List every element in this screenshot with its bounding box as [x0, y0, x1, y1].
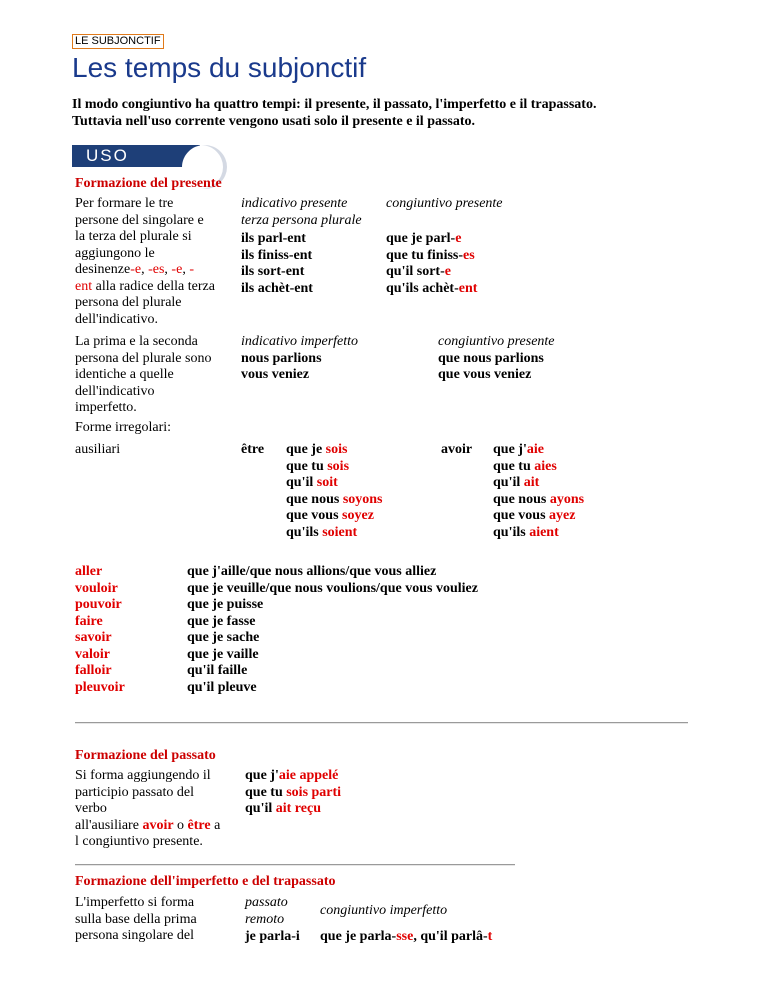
- irregular-form: que j'aille/que nous allions/que vous alliez: [187, 564, 437, 579]
- indicativo-forms: [241, 231, 313, 297]
- ending-ent: ent: [75, 278, 93, 294]
- congiuntivo-plurale-column: [438, 334, 555, 384]
- desc-text: desinenze: [75, 262, 131, 277]
- verb-form: vous veniez: [241, 367, 310, 382]
- pronoun: que vous: [286, 508, 343, 523]
- page-title: Les temps du subjonctif: [72, 52, 367, 83]
- irregular-form: qu'il faille: [187, 663, 248, 678]
- intro-paragraph: [72, 96, 692, 130]
- passato-description: [75, 768, 255, 851]
- desc-line: Si forma aggiungendo il: [75, 768, 211, 783]
- pronoun: que tu: [245, 784, 287, 800]
- desc-text: o: [173, 817, 188, 833]
- stem: qu'il sort-: [386, 264, 445, 279]
- verb-form: [386, 264, 477, 281]
- passato-remoto-form: je parla-i: [245, 929, 300, 944]
- desc-line: identiche a quelle: [75, 367, 174, 382]
- form: soyez: [342, 508, 374, 523]
- desc-line: la terza del plurale si: [75, 229, 192, 244]
- form: aie: [526, 442, 544, 457]
- form: soit: [316, 475, 338, 490]
- pronoun: que tu: [286, 458, 328, 474]
- verb-form: ils parl-ent: [241, 231, 306, 246]
- verb-form: que nous parlions: [438, 350, 544, 366]
- ending-e: -e: [130, 262, 142, 277]
- irregular-verb: pleuvoir: [75, 679, 125, 695]
- pronoun: qu'il: [286, 475, 317, 490]
- desc-line: Per formare le tre: [75, 196, 174, 211]
- congiuntivo-imperfetto-heading: congiuntivo imperfetto: [320, 903, 448, 918]
- congiuntivo-heading: congiuntivo presente: [386, 196, 503, 211]
- desc-line: persona del plurale sono: [75, 350, 212, 366]
- heading-line: passato: [245, 895, 288, 910]
- imperfetto-column: [241, 334, 358, 384]
- desc-line: persona del plurale: [75, 295, 182, 310]
- desc-sep: ,: [182, 262, 190, 277]
- imperfetto-description: [75, 895, 245, 945]
- ending-dash: -: [189, 262, 194, 277]
- verb-form: [286, 475, 383, 492]
- form: aient: [529, 524, 559, 540]
- verb-form: [386, 281, 477, 298]
- irregular-form: que je fasse: [187, 613, 256, 629]
- desc-line: persona singolare del: [75, 928, 194, 943]
- pronoun: que nous: [286, 491, 343, 507]
- ending: e: [455, 231, 462, 246]
- section-tag: LE SUBJONCTIF: [72, 34, 164, 49]
- irregular-verb: pouvoir: [75, 597, 122, 612]
- verb-form: [386, 248, 477, 265]
- desc-line: imperfetto.: [75, 400, 137, 415]
- pronoun: qu'il: [493, 475, 524, 490]
- verb-form: [493, 525, 584, 542]
- intro-line: Tuttavia nell'uso corrente vengono usati solo il presente e il passato.: [72, 114, 476, 129]
- stem: que tu finiss-: [386, 247, 464, 263]
- desc-sep: ,: [164, 262, 172, 277]
- verb-form: ils finiss-ent: [241, 247, 313, 263]
- section-heading-imperfetto: Formazione dell'imperfetto e del trapassato: [75, 874, 336, 889]
- aux-avoir: avoir: [142, 817, 174, 833]
- verb-form: que vous veniez: [438, 367, 532, 382]
- desc-line: La prima e la seconda: [75, 334, 198, 349]
- presente-description: [75, 196, 245, 328]
- form: ait: [523, 475, 540, 490]
- section-heading-passato: Formazione del passato: [75, 748, 216, 763]
- verb-form: [493, 492, 584, 509]
- irregular-verb: vouloir: [75, 580, 118, 596]
- irregular-form-list: [187, 564, 478, 696]
- heading-line: terza persona plurale: [241, 212, 362, 228]
- ending: e: [444, 264, 451, 279]
- verb-form: [386, 231, 477, 248]
- verb-form: [245, 785, 341, 802]
- verb-form: [245, 801, 341, 818]
- desc-text: all'ausiliare: [75, 817, 143, 833]
- irregular-verb-list: [75, 564, 125, 696]
- plurale-description: [75, 334, 245, 417]
- desc-text: alla radice della terza: [92, 278, 215, 294]
- divider: [75, 722, 688, 724]
- verb-form: ils sort-ent: [241, 264, 305, 279]
- divider: [75, 864, 515, 866]
- passato-remoto-heading: [245, 895, 288, 928]
- pronoun: que nous: [493, 491, 550, 507]
- stem: que je parl-: [386, 231, 456, 246]
- ending-e: -e: [171, 262, 183, 277]
- ending: t: [487, 929, 493, 944]
- aux-etre: être: [187, 817, 211, 833]
- column-heading: indicativo imperfetto: [241, 334, 359, 349]
- verb-form: [286, 508, 383, 525]
- avoir-verb: avoir: [441, 442, 473, 457]
- desc-line: [75, 279, 245, 296]
- form: sois: [327, 458, 350, 474]
- congiuntivo-forms: [386, 231, 477, 297]
- verb-form: [286, 492, 383, 509]
- pronoun: que je: [286, 442, 326, 457]
- desc-line: dell'indicativo: [75, 383, 155, 399]
- irregular-verb: aller: [75, 564, 103, 579]
- form: soient: [322, 524, 358, 540]
- irregular-form: que je sache: [187, 630, 260, 645]
- pronoun: qu'ils: [493, 524, 530, 540]
- irregular-verb: valoir: [75, 646, 110, 662]
- desc-line: aggiungono le: [75, 245, 155, 261]
- verb-form: [286, 525, 383, 542]
- pronoun: que vous: [493, 508, 550, 523]
- intro-line: Il modo congiuntivo ha quattro tempi: il presente, il passato, l'imperfetto e il trapassato.: [72, 97, 597, 112]
- form: soyons: [342, 491, 383, 507]
- section-heading-presente: Formazione del presente: [75, 176, 222, 191]
- verb-form: [493, 475, 584, 492]
- desc-text: a: [210, 817, 221, 833]
- etre-verb: être: [241, 442, 265, 457]
- stem: que je parla-: [320, 929, 397, 944]
- desc-line: l congiuntivo presente.: [75, 834, 203, 849]
- form: sois: [325, 442, 348, 457]
- irregular-form: que je puisse: [187, 597, 264, 612]
- stem: , qu'il parlâ-: [413, 929, 488, 944]
- irregular-form: qu'il pleuve: [187, 679, 257, 695]
- ending: sse: [396, 929, 414, 944]
- desc-line: sulla base della prima: [75, 911, 197, 927]
- desc-line: dell'indicativo.: [75, 311, 159, 327]
- verb-form: [493, 459, 584, 476]
- indicativo-heading: [241, 196, 362, 229]
- heading-line: remoto: [245, 911, 285, 927]
- auxiliary-label: ausiliari: [75, 442, 121, 457]
- verb-form: [493, 508, 584, 525]
- desc-line: verbo: [75, 801, 107, 816]
- form: ayons: [549, 491, 585, 507]
- form: ayez: [549, 508, 576, 523]
- pronoun: que j': [493, 442, 527, 457]
- verb-form: [286, 442, 383, 459]
- stem: qu'ils achèt-: [386, 280, 459, 296]
- heading-line: indicativo presente: [241, 196, 348, 211]
- irregular-form: que je vaille: [187, 646, 259, 662]
- desc-sep: ,: [141, 262, 149, 277]
- form: ait reçu: [275, 801, 321, 816]
- column-heading: congiuntivo presente: [438, 334, 555, 349]
- etre-conjugation: [286, 442, 383, 541]
- irregular-form: que je veuille/que nous voulions/que vous vouliez: [187, 580, 478, 596]
- ending-es: -es: [148, 262, 165, 277]
- form: aie appelé: [278, 768, 339, 783]
- ending: es: [463, 247, 475, 263]
- pronoun: qu'il: [245, 801, 276, 816]
- irregular-verb: faire: [75, 613, 103, 629]
- ending: ent: [458, 280, 478, 296]
- verb-form: [286, 459, 383, 476]
- verb-form: nous parlions: [241, 350, 322, 366]
- irregular-label: Forme irregolari:: [75, 420, 172, 435]
- form: aies: [534, 458, 557, 474]
- verb-form: [245, 768, 341, 785]
- form: sois parti: [286, 784, 342, 800]
- irregular-verb: savoir: [75, 630, 112, 645]
- desc-line: L'imperfetto si forma: [75, 895, 195, 910]
- uso-banner: [72, 145, 227, 167]
- desc-line: participio passato del: [75, 784, 194, 800]
- irregular-verb: falloir: [75, 663, 112, 678]
- pronoun: que j': [245, 768, 279, 783]
- avoir-conjugation: [493, 442, 584, 541]
- passato-examples: [245, 768, 341, 818]
- verb-form: ils achèt-ent: [241, 280, 313, 296]
- desc-line: [75, 818, 255, 835]
- pronoun: que tu: [493, 458, 535, 474]
- desc-line: persone del singolare e: [75, 212, 204, 228]
- desc-line: [75, 262, 245, 279]
- pronoun: qu'ils: [286, 524, 323, 540]
- banner-label: USO: [86, 146, 129, 165]
- congiuntivo-imperfetto-form: [320, 929, 492, 946]
- verb-form: [493, 442, 584, 459]
